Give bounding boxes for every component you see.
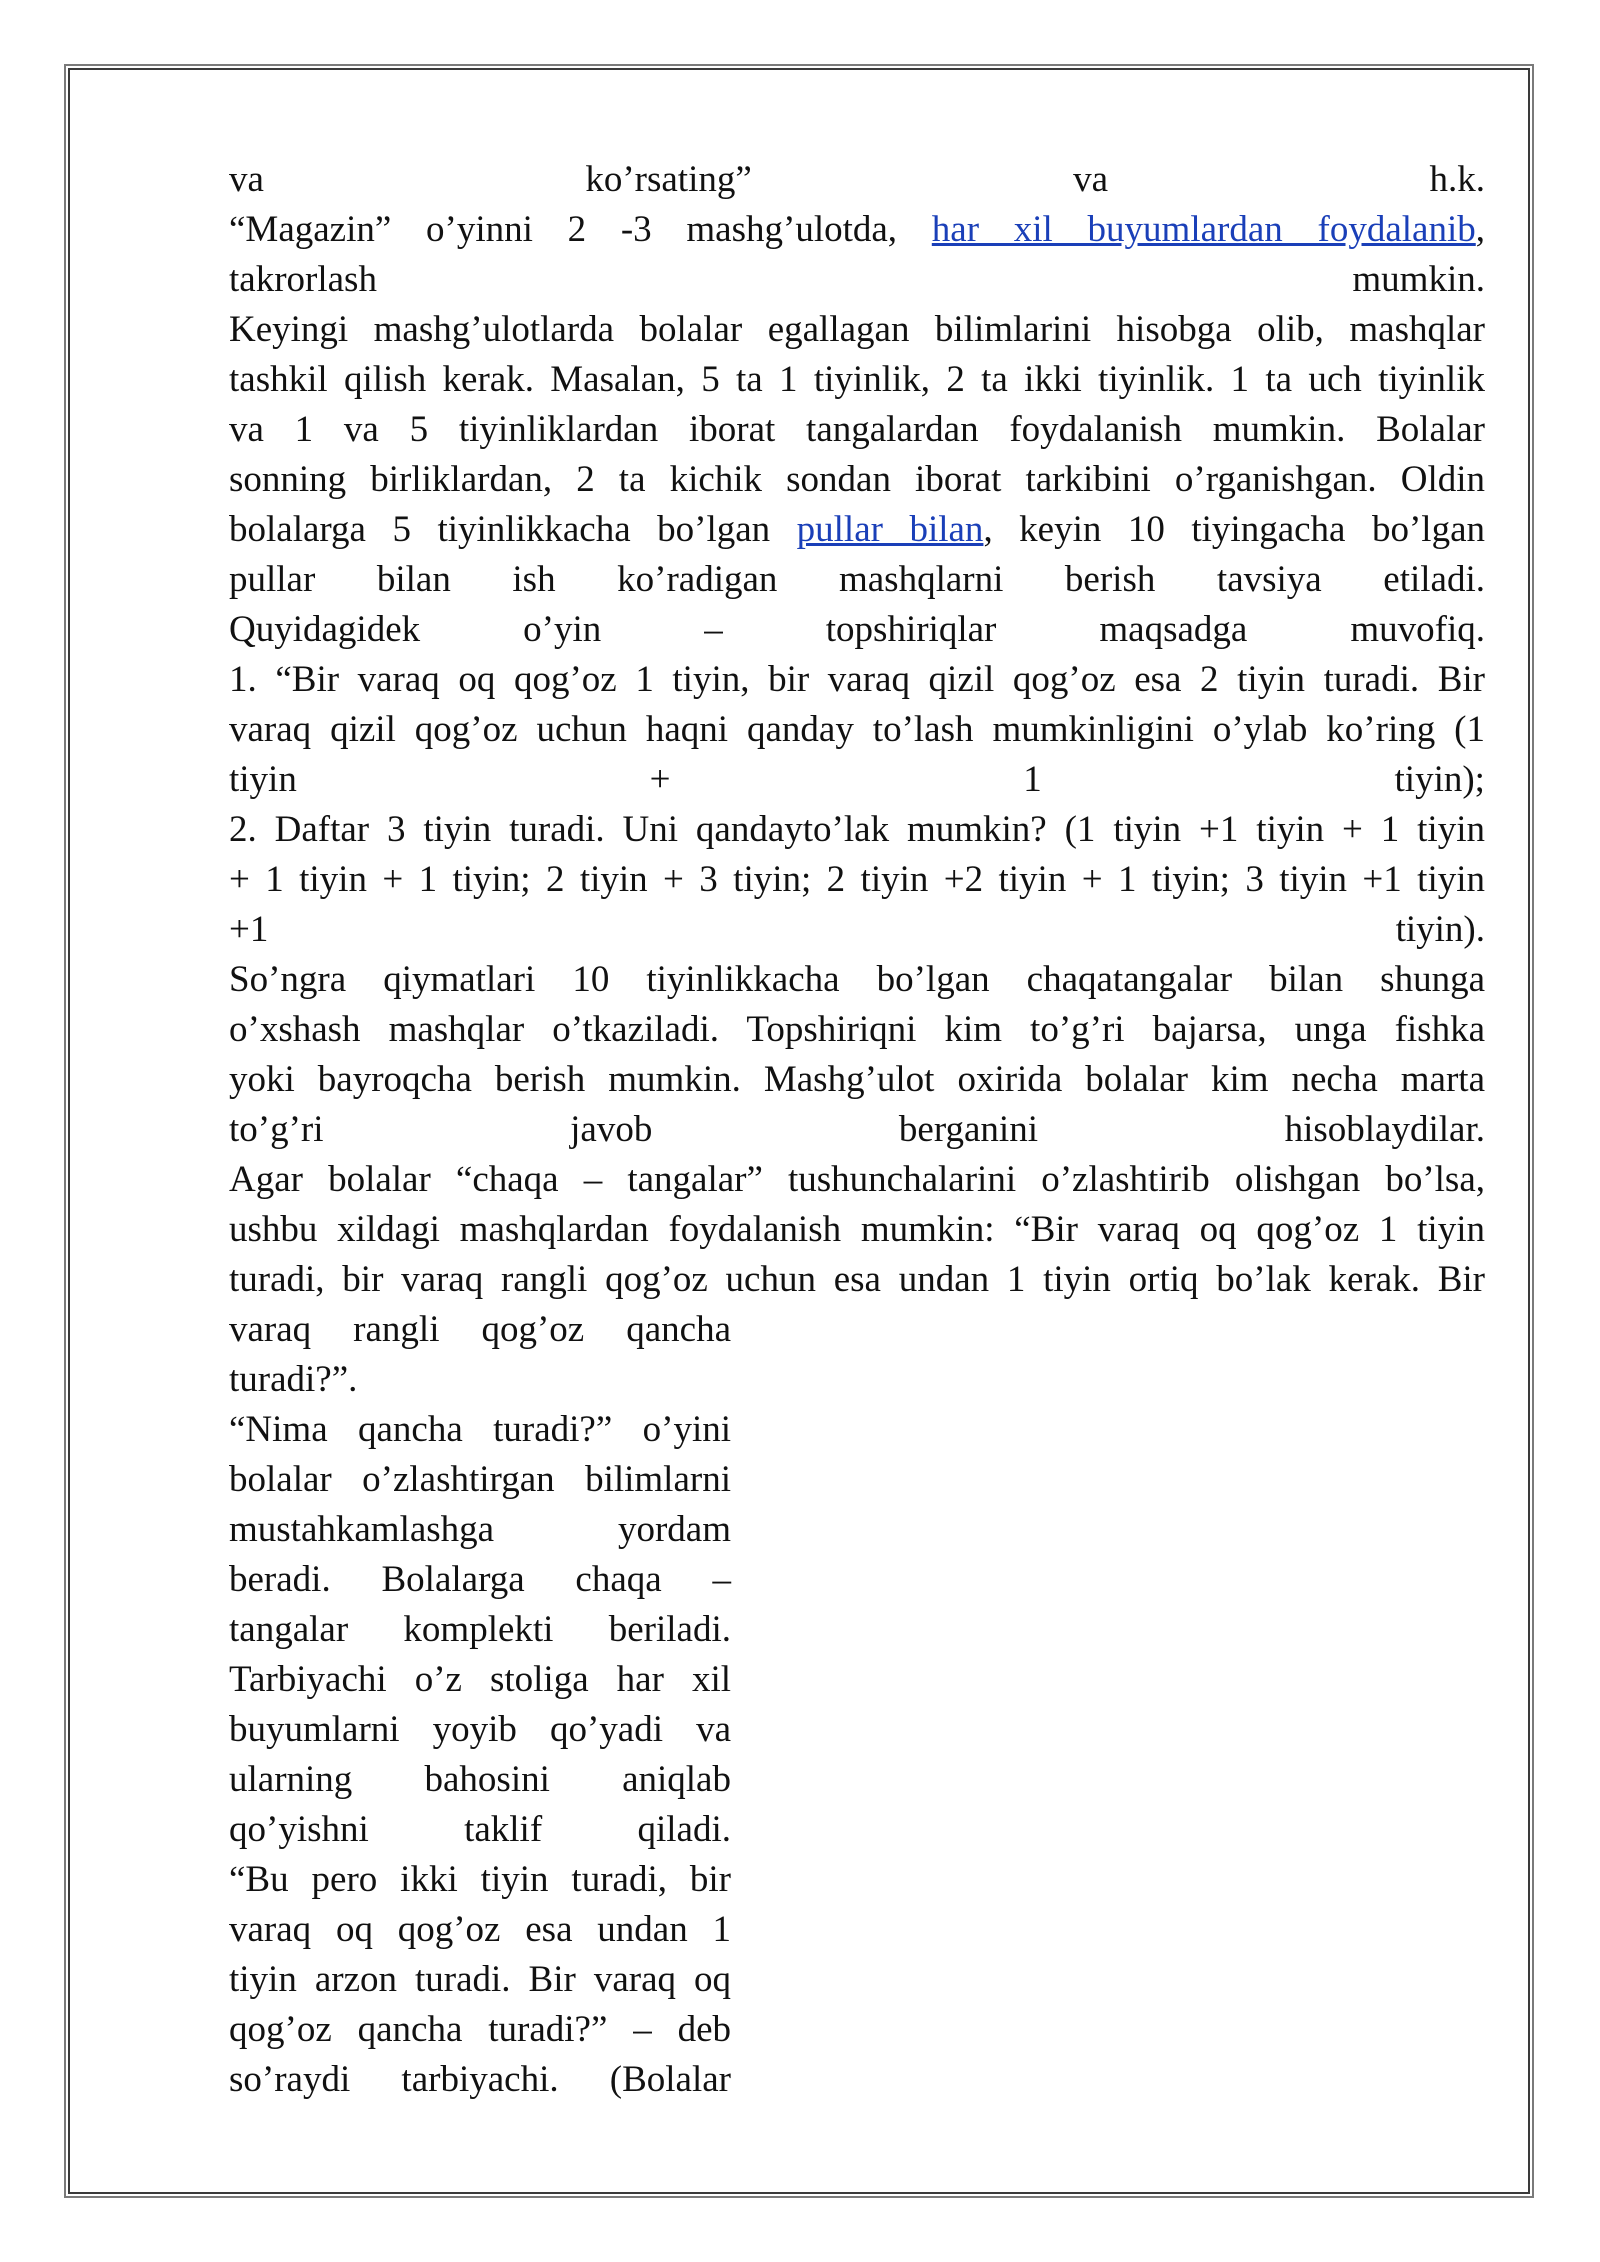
text-line: turadi, bir varaq rangli qog’oz uchun esa undan 1 tiyin ortiq bo’lak kerak. Bir xyxy=(229,1259,1485,1300)
text-line: so’raydi tarbiyachi. (Bolalar xyxy=(229,2059,731,2100)
text-line: + 1 tiyin + 1 tiyin; 2 tiyin + 3 tiyin; 2 tiyin +2 tiyin + 1 tiyin; 3 tiyin +1 tiyin xyxy=(229,859,1485,900)
text-line: “Nima qancha turadi?” o’yini xyxy=(229,1409,731,1450)
text-line: Tarbiyachi o’z stoliga har xil xyxy=(229,1659,731,1700)
text-line: mustahkamlashga yordam xyxy=(229,1509,731,1550)
text-line: o’xshash mashqlar o’tkaziladi. Topshiriqni kim to’g’ri bajarsa, unga fishka xyxy=(229,1009,1485,1050)
text-line: ushbu xildagi mashqlardan foydalanish mumkin: “Bir varaq oq qog’oz 1 tiyin xyxy=(229,1209,1485,1250)
text-line: qog’oz qancha turadi?” – deb xyxy=(229,2009,731,2050)
text-line: tiyin + 1 tiyin); xyxy=(229,759,1485,800)
text-line: Agar bolalar “chaqa – tangalar” tushunchalarini o’zlashtirib olishgan bo’lsa, xyxy=(229,1159,1485,1200)
hyperlink-pullar-bilan[interactable]: pullar bilan xyxy=(796,509,984,550)
text-line: bolalar o’zlashtirgan bilimlarni xyxy=(229,1459,731,1500)
text-line: +1 tiyin). xyxy=(229,909,1485,950)
text-line: beradi. Bolalarga chaqa – xyxy=(229,1559,731,1600)
text-line: buyumlarni yoyib qo’yadi va xyxy=(229,1709,731,1750)
document-body xyxy=(229,155,1485,2105)
text-line: “Bu pero ikki tiyin turadi, bir xyxy=(229,1859,731,1900)
text-line: to’g’ri javob berganini hisoblaydilar. xyxy=(229,1109,1485,1150)
hyperlink-har-xil-buyumlardan[interactable]: har xil buyumlardan foydalanib xyxy=(931,209,1476,250)
text-line: sonning birliklardan, 2 ta kichik sondan iborat tarkibini o’rganishgan. Oldin xyxy=(229,459,1485,500)
text-line: pullar bilan ish ko’radigan mashqlarni berish tavsiya etiladi. xyxy=(229,559,1485,600)
text-line: yoki bayroqcha berish mumkin. Mashg’ulot oxirida bolalar kim necha marta xyxy=(229,1059,1485,1100)
text-line: Keyingi mashg’ulotlarda bolalar egallagan bilimlarini hisobga olib, mashqlar xyxy=(229,309,1485,350)
text-line: takrorlash mumkin. xyxy=(229,259,1485,300)
text-line: “Magazin” o’yinni 2 -3 mashg’ulotda, har xil buyumlardan foydalanib, xyxy=(229,209,1485,250)
text-line: 1. “Bir varaq oq qog’oz 1 tiyin, bir varaq qizil qog’oz esa 2 tiyin turadi. Bir xyxy=(229,659,1485,700)
text-line: varaq rangli qog’oz qancha xyxy=(229,1309,731,1350)
text-line: turadi?”. xyxy=(229,1359,358,1400)
text-line: bolalarga 5 tiyinlikkacha bo’lgan pullar bilan, keyin 10 tiyingacha bo’lgan xyxy=(229,509,1485,550)
text-line: varaq qizil qog’oz uchun haqni qanday to’lash mumkinligini o’ylab ko’ring (1 xyxy=(229,709,1485,750)
text-line: va 1 va 5 tiyinliklardan iborat tangalardan foydalanish mumkin. Bolalar xyxy=(229,409,1485,450)
text-line: tashkil qilish kerak. Masalan, 5 ta 1 tiyinlik, 2 ta ikki tiyinlik. 1 ta uch tiyinlik xyxy=(229,359,1485,400)
text-line: tiyin arzon turadi. Bir varaq oq xyxy=(229,1959,731,2000)
text-line: va ko’rsating” va h.k. xyxy=(229,159,1485,200)
text-line: varaq oq qog’oz esa undan 1 xyxy=(229,1909,731,1950)
text-line: qo’yishni taklif qiladi. xyxy=(229,1809,731,1850)
text-line: tangalar komplekti beriladi. xyxy=(229,1609,731,1650)
text-line: 2. Daftar 3 tiyin turadi. Uni qandayto’lak mumkin? (1 tiyin +1 tiyin + 1 tiyin xyxy=(229,809,1485,850)
text-line: ularning bahosini aniqlab xyxy=(229,1759,731,1800)
text-line: So’ngra qiymatlari 10 tiyinlikkacha bo’lgan chaqatangalar bilan shunga xyxy=(229,959,1485,1000)
text-line: Quyidagidek o’yin – topshiriqlar maqsadga muvofiq. xyxy=(229,609,1485,650)
